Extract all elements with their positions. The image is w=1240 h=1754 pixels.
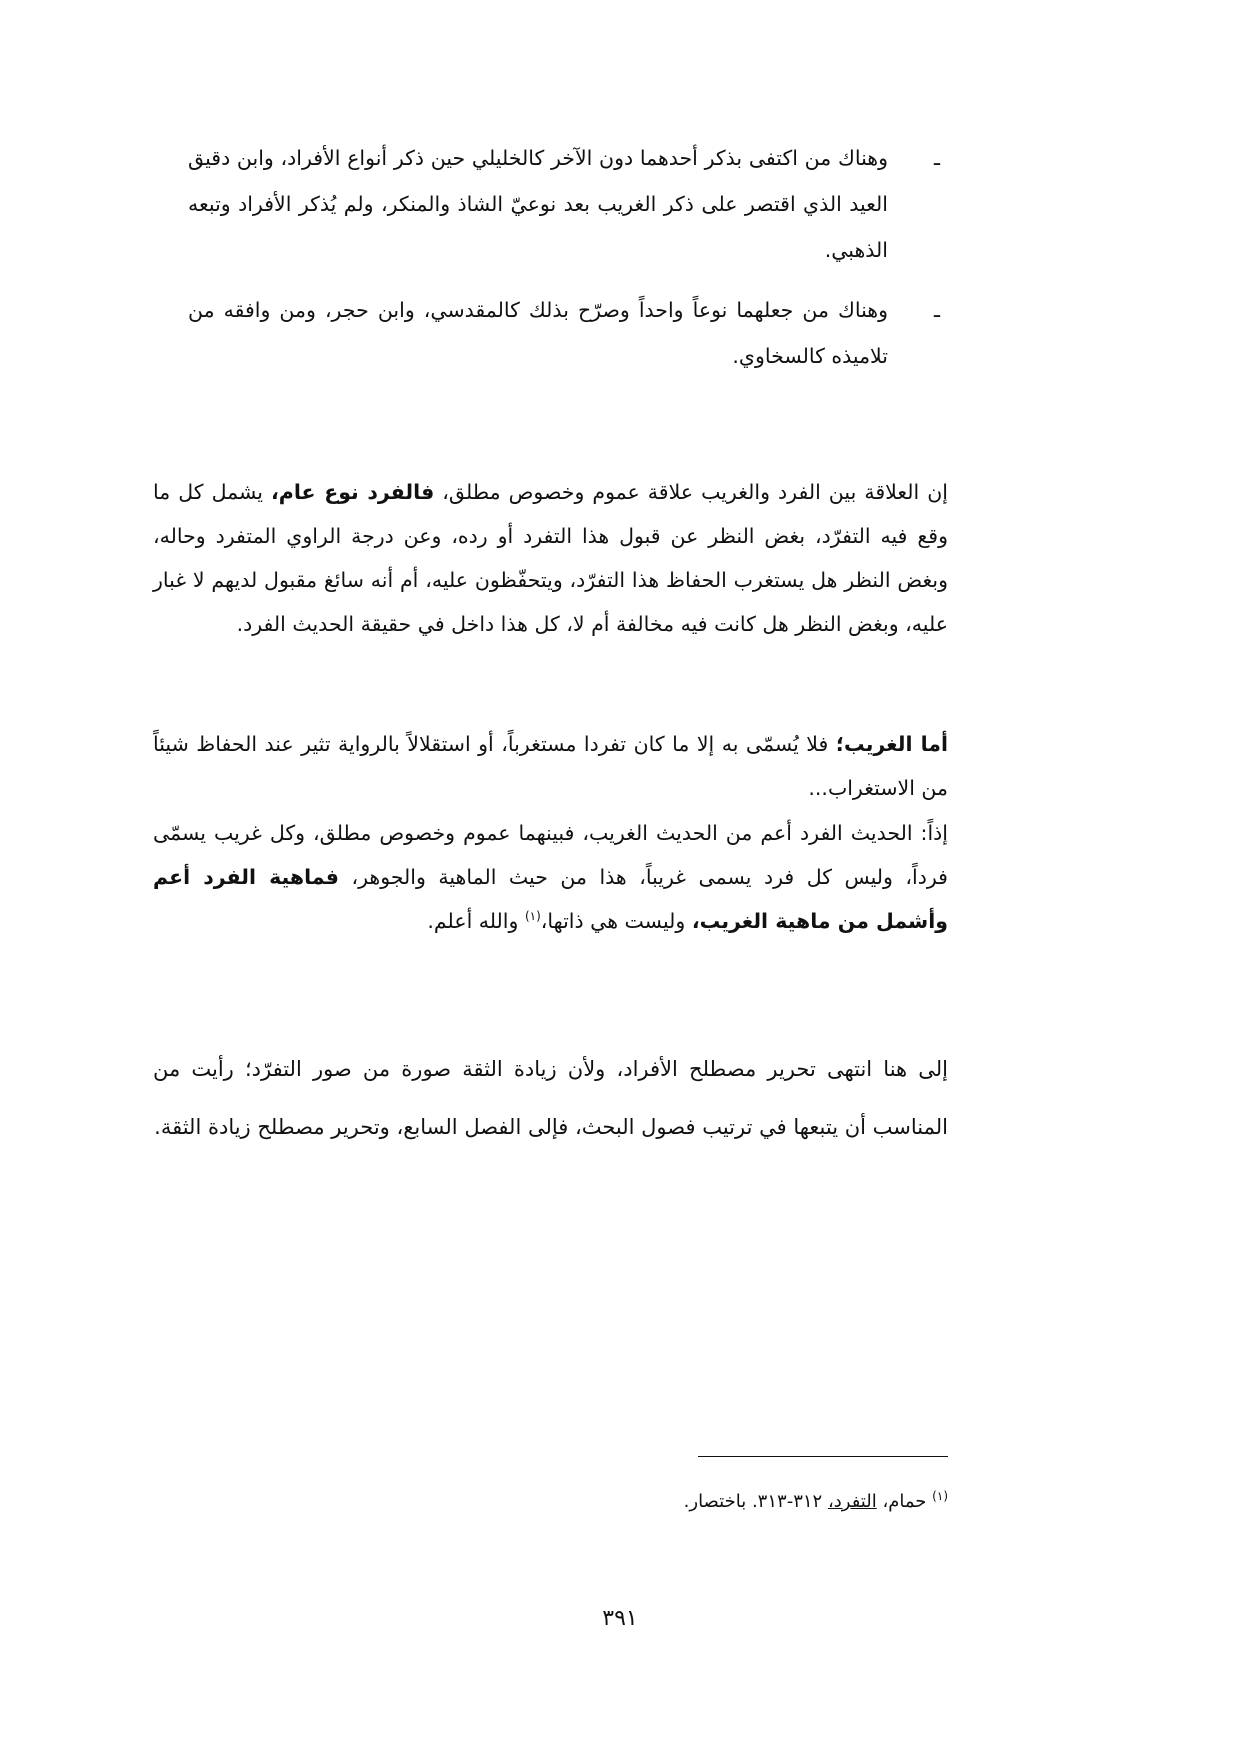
paragraph-gharib bbox=[153, 722, 948, 810]
paragraph-lead: إذاً: الحديث الفرد أعم من الحديث الغريب، فبينهما عموم وخصوص مطلق، وكل غريب يسمّى فرداً، وليس كل فرد يسمى غريباً، هذا من حيث الماهية والجوهر، bbox=[153, 821, 948, 889]
paragraph-rest: فلا يُسمّى به إلا ما كان تفردا مستغرباً، أو استقلالاً بالرواية تثير عند الحفاظ شيئاً من الاستغراب... bbox=[153, 732, 948, 800]
paragraph-lead: إن العلاقة بين الفرد والغريب علاقة عموم وخصوص مطلق، bbox=[442, 480, 948, 504]
paragraph-rest: يشمل كل ما وقع فيه التفرّد، بغض النظر عن قبول هذا التفرد أو رده، وعن درجة الراوي المتفرد وحاله، وبغض النظر هل يستغرب الحفاظ هذا التفرّد، ويتحفّظون عليه، أم أنه سائغ مقبول لديهم لا غبار عليه، وبغض النظر هل كانت فيه مخالفة أم لا، كل هذا داخل في حقيقة الحديث الفرد. bbox=[153, 480, 948, 636]
bullet-list bbox=[188, 135, 948, 393]
footnote-reference[interactable]: (١) bbox=[524, 909, 541, 924]
page-number: ٣٩١ bbox=[602, 1606, 638, 1631]
footnote-author: حمام، bbox=[882, 1491, 927, 1512]
paragraph-text: إلى هنا انتهى تحرير مصطلح الأفراد، ولأن زيادة الثقة صورة من صور التفرّد؛ رأيت من المناسب أن يتبعها في ترتيب فصول البحث، فإلى الفصل السابع، وتحرير مصطلح زيادة الثقة. bbox=[153, 1057, 948, 1139]
bold-phrase: فالفرد نوع عام، bbox=[271, 480, 435, 504]
bullet-marker: ـ bbox=[933, 298, 940, 322]
footnote-pages: ٣١٢-٣١٣. باختصار. bbox=[683, 1491, 823, 1512]
paragraph-rest: وليست هي ذاتها، bbox=[540, 909, 686, 933]
bullet-text: وهناك من اكتفى بذكر أحدهما دون الآخر كالخليلي حين ذكر أنواع الأفراد، وابن دقيق العيد الذي اقتصر على ذكر الغريب بعد نوعيّ الشاذ والمنكر، ولم يُذكر الأفراد وتبعه الذهبي. bbox=[188, 146, 888, 262]
footnote bbox=[153, 1488, 948, 1516]
bullet-text: وهناك من جعلهما نوعاً واحداً وصرّح بذلك كالمقدسي، وابن حجر، ومن وافقه من تلاميذه كالسخاوي. bbox=[188, 298, 888, 368]
bold-phrase: أما الغريب؛ bbox=[835, 732, 948, 756]
bullet-item bbox=[188, 287, 948, 379]
paragraph-conclusion bbox=[153, 811, 948, 943]
footnote-number: (١) bbox=[932, 1489, 948, 1503]
paragraph-tail: والله أعلم. bbox=[427, 909, 519, 933]
bullet-marker: ـ bbox=[933, 146, 940, 170]
paragraph-transition bbox=[153, 1040, 948, 1156]
footnote-title: التفرد، bbox=[827, 1491, 877, 1512]
bullet-item bbox=[188, 135, 948, 273]
bold-phrase: فماهية الفرد أعم وأشمل من ماهية الغريب، bbox=[153, 865, 948, 933]
footnote-divider bbox=[698, 1456, 948, 1457]
paragraph-relation bbox=[153, 470, 948, 646]
